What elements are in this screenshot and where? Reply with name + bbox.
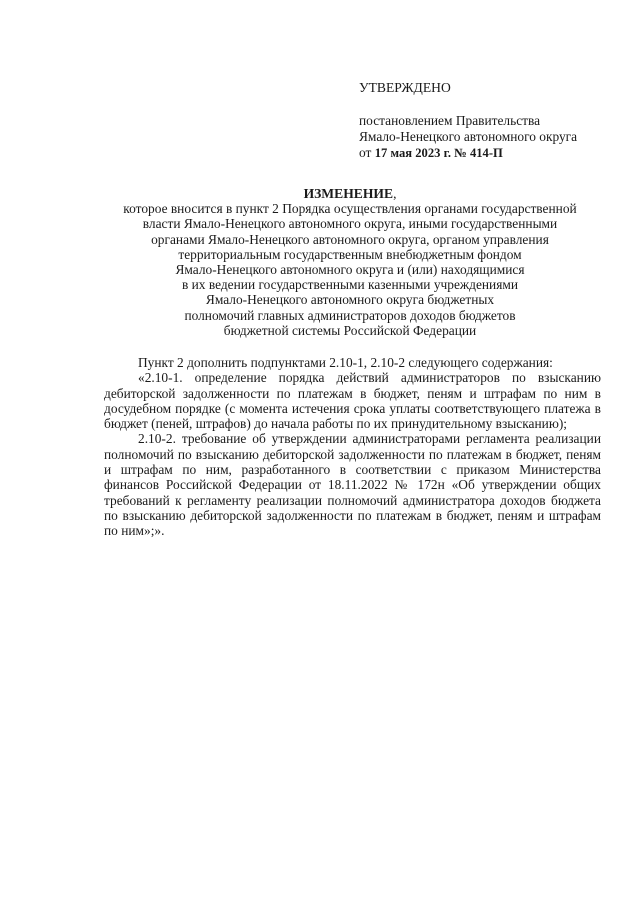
- title-line-3: органами Ямало-Ненецкого автономного округа, органом управления: [151, 231, 549, 247]
- title-line-4: территориальным государственным внебюджетным фондом: [178, 246, 522, 262]
- approval-date: 17 мая 2023 г. № 414-П: [374, 146, 503, 160]
- document-title: [95, 186, 605, 338]
- heading-suffix: ,: [393, 186, 397, 201]
- document-body: [104, 355, 601, 539]
- title-line-1: которое вносится в пункт 2 Порядка осуществления органами государственной: [123, 201, 577, 217]
- title-line-8: полномочий главных администраторов доходов бюджетов: [184, 307, 516, 323]
- approval-block: [359, 80, 619, 161]
- title-line-6: в их ведении государственными казенными учреждениями: [181, 277, 519, 293]
- heading-word: ИЗМЕНЕНИЕ: [303, 186, 394, 201]
- approval-date-line: [359, 145, 619, 161]
- date-prefix: от: [359, 145, 372, 160]
- intro-paragraph: Пункт 2 дополнить подпунктами 2.10-1, 2.10-2 следующего содержания:: [138, 355, 553, 370]
- subclause-2-10-2: 2.10-2. требование об утверждении администраторами регламента реализации полномочий по взысканию дебиторской задолженности по платежам в бюджет, пеням и штрафам по ним, разработанного в соответствии с приказом Министерства финансов Российской Федерации от 18.11.2022 № 172н «Об утверждении общих требований к регламенту реализации полномочий администратора доходов бюджета по взысканию дебиторской задолженности по платежам в бюджет, пеням и штрафам по ним»;».: [104, 431, 601, 539]
- title-line-2: власти Ямало-Ненецкого автономного округа, иными государственными: [142, 216, 558, 232]
- subclause-2-10-1: «2.10-1. определение порядка действий администраторов по взысканию дебиторской задолженности по платежам в бюджет, пеням и штрафам по ним в досудебном порядке (с момента истечения срока уплаты соответствующего платежа в бюджет (пеней, штрафов) до начала работы по их принудительному взысканию);: [104, 370, 601, 432]
- approval-line-1: постановлением Правительства: [359, 113, 541, 128]
- approval-line-2: Ямало-Ненецкого автономного округа: [359, 129, 578, 144]
- title-line-5: Ямало-Ненецкого автономного округа и (или) находящимися: [175, 262, 525, 278]
- title-line-9: бюджетной системы Российской Федерации: [223, 322, 477, 338]
- title-line-7: Ямало-Ненецкого автономного округа бюджетных: [205, 292, 495, 308]
- title-heading: [95, 186, 605, 201]
- approved-stamp: УТВЕРЖДЕНО: [359, 80, 451, 95]
